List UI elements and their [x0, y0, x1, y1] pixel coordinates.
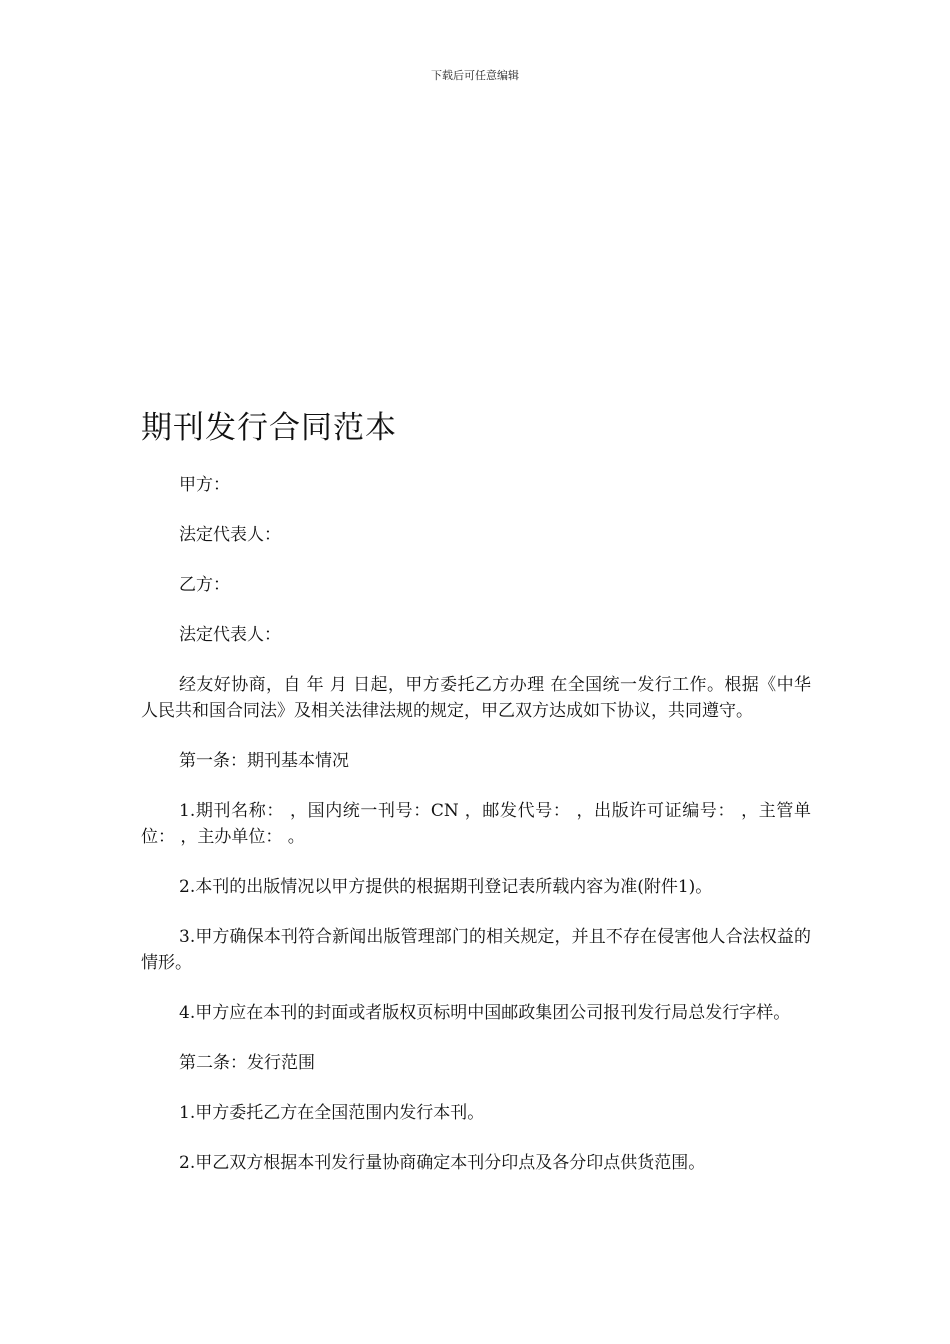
document-title: 期刊发行合同范本	[141, 410, 397, 446]
article-2-item-1: 1.甲方委托乙方在全国范围内发行本刊。	[179, 1103, 485, 1123]
article-2-item-2: 2.甲乙双方根据本刊发行量协商确定本刊分印点及各分印点供货范围。	[179, 1153, 706, 1173]
party-a-representative-line: 法定代表人：	[179, 525, 281, 545]
article-1-item-2: 2.本刊的出版情况以甲方提供的根据期刊登记表所载内容为准(附件1)。	[179, 877, 713, 897]
article-1-item-3: 3.甲方确保本刊符合新闻出版管理部门的相关规定，并且不存在侵害他人合法权益的情形。	[141, 927, 811, 973]
party-b-representative-line: 法定代表人：	[179, 625, 281, 645]
party-a-line: 甲方：	[179, 475, 230, 495]
article-1-item-4: 4.甲方应在本刊的封面或者版权页标明中国邮政集团公司报刊发行局总发行字样。	[179, 1003, 791, 1023]
party-b-line: 乙方：	[179, 575, 230, 595]
article-1-item-1: 1.期刊名称： ，国内统一刊号：CN ，邮发代号： ，出版许可证编号： ，主管单位： ，主办单位： 。	[141, 801, 811, 847]
page-header-note: 下载后可任意编辑	[431, 69, 519, 82]
article-1-heading: 第一条：期刊基本情况	[179, 751, 349, 771]
preamble-paragraph: 经友好协商，自 年 月 日起，甲方委托乙方办理 在全国统一发行工作。根据《中华人民共和国合同法》及相关法律法规的规定，甲乙双方达成如下协议，共同遵守。	[141, 675, 811, 721]
document-body	[141, 472, 811, 1200]
article-2-heading: 第二条：发行范围	[179, 1053, 315, 1073]
